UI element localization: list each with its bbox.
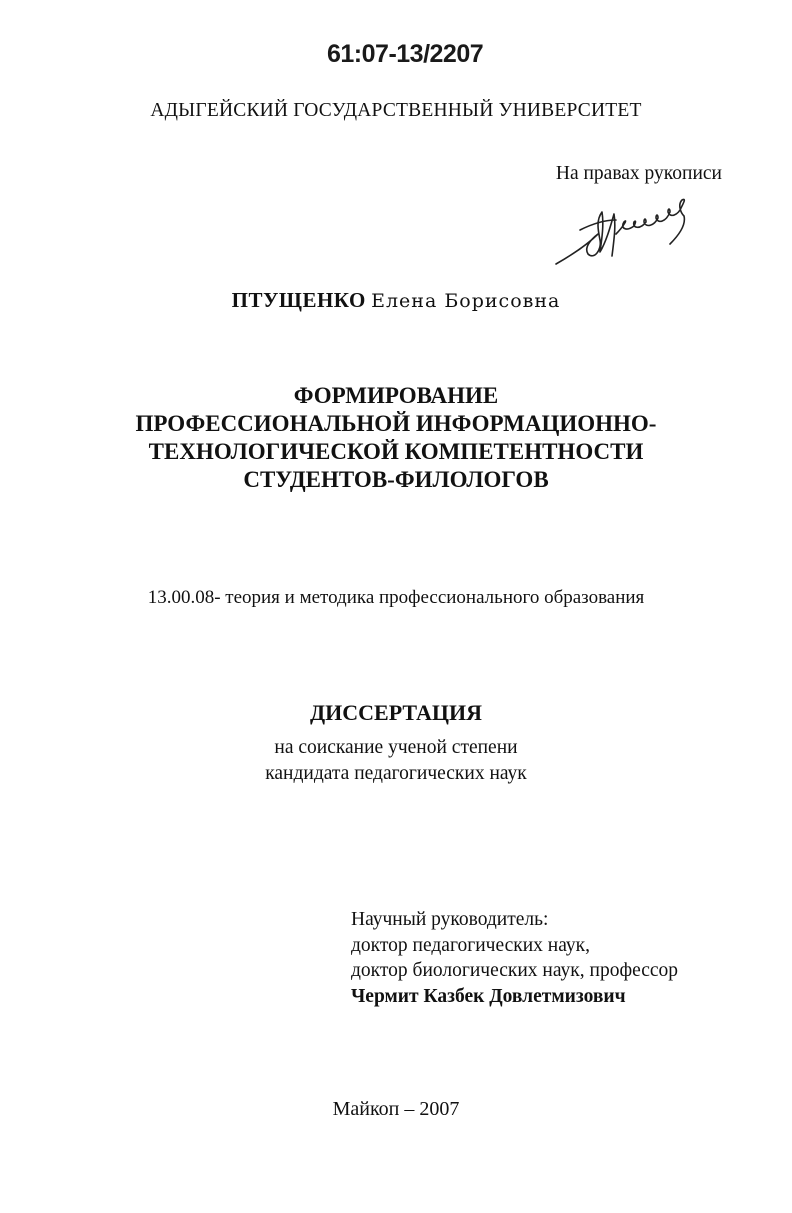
dissertation-title [0,382,792,494]
rights-note: На правах рукописи [555,163,722,184]
supervisor-label: Научный руководитель: [351,909,549,930]
handwritten-signature [550,190,700,270]
archive-stamp: 61:07-13/2207 [327,40,484,68]
degree-line: на соискание ученой степени [274,737,518,758]
author-name [0,288,792,313]
supervisor-block [351,907,678,1009]
degree-line: кандидата педагогических наук [265,763,527,784]
degree-sought [0,735,792,787]
supervisor-credential: доктор биологических наук, профессор [351,960,679,981]
title-line: ПРОФЕССИОНАЛЬНОЙ ИНФОРМАЦИОННО- [135,411,657,436]
title-line: ТЕХНОЛОГИЧЕСКОЙ КОМПЕТЕНТНОСТИ [148,439,644,464]
supervisor-name: Чермит Казбек Довлетмизович [351,985,626,1007]
signature-stroke [556,212,615,264]
specialty-code: 13.00.08- теория и методика профессионального образования [147,587,645,608]
author-given-names: Елена Борисовна [371,290,561,312]
author-surname: ПТУЩЕНКО [231,288,366,312]
document-type: ДИССЕРТАЦИЯ [310,700,482,725]
university-name: АДЫГЕЙСКИЙ ГОСУДАРСТВЕННЫЙ УНИВЕРСИТЕТ [150,100,642,121]
signature-stroke [616,199,684,244]
title-line: ФОРМИРОВАНИЕ [293,383,499,408]
title-line: СТУДЕНТОВ-ФИЛОЛОГОВ [243,467,549,492]
city-year: Майкоп – 2007 [332,1098,460,1120]
supervisor-credential: доктор педагогических наук, [351,934,590,956]
